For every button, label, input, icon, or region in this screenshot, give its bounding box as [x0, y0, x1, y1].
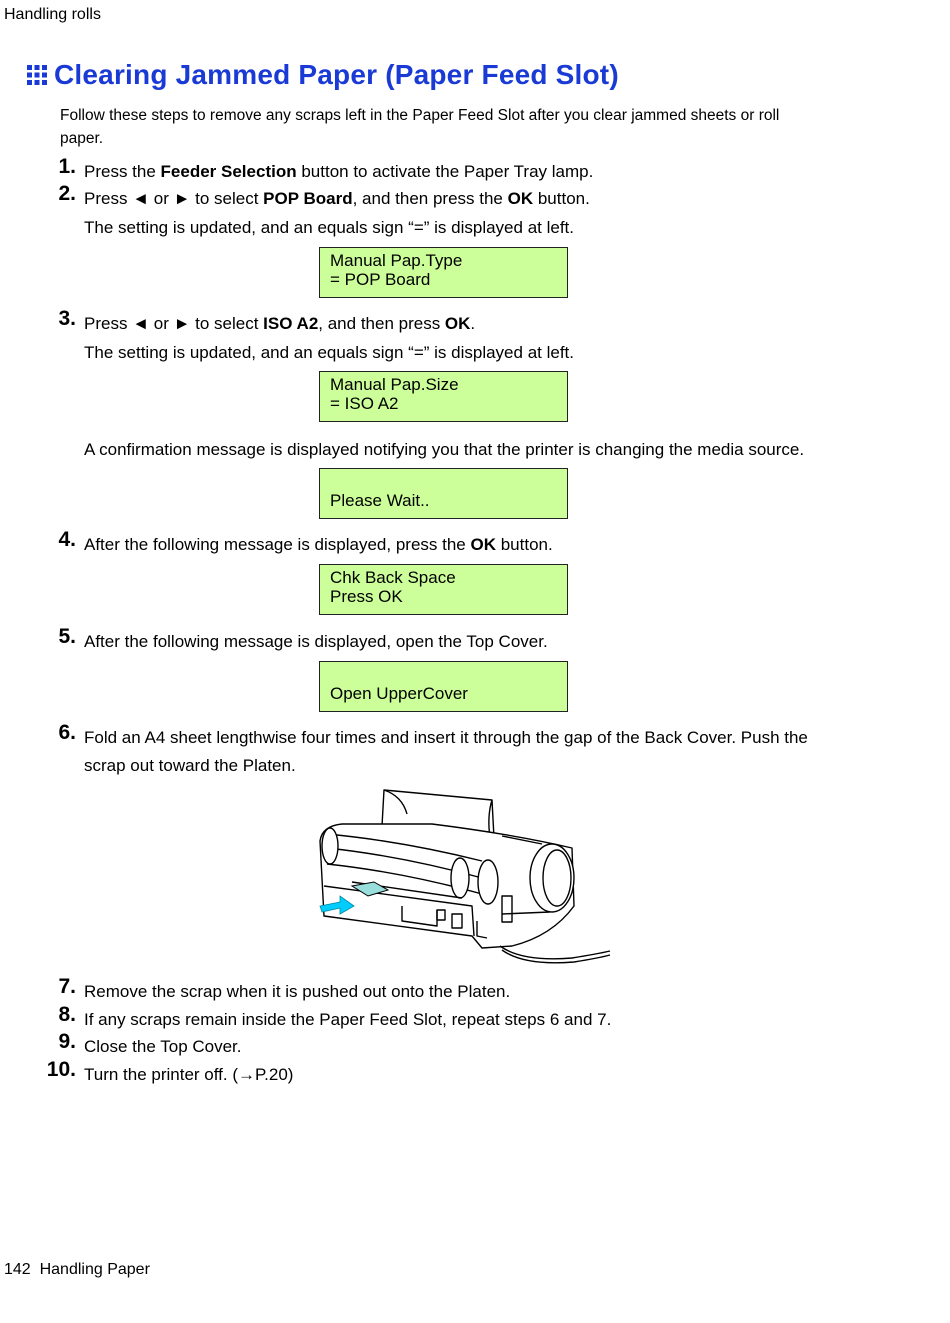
step-text: Press ◄ or ► to select ISO A2, and then press OK. — [84, 314, 476, 333]
step-text: Press the Feeder Selection button to activate the Paper Tray lamp. — [84, 162, 594, 181]
step-note: The setting is updated, and an equals sign “=” is displayed at left. — [84, 343, 574, 362]
running-header: Handling rolls — [4, 6, 101, 23]
step-text: Close the Top Cover. — [84, 1037, 242, 1056]
footer-label: Handling Paper — [39, 1261, 150, 1278]
step-number: 3. — [58, 307, 76, 330]
intro-paragraph: Follow these steps to remove any scraps left in the Paper Feed Slot after you clear jammed sheets or roll paper. — [60, 107, 780, 147]
step-number: 4. — [58, 528, 76, 551]
arrow-keys-icon: ◄ or ► — [132, 189, 191, 208]
step-text: Fold an A4 sheet lengthwise four times and insert it through the gap of the Back Cover. Push the — [84, 728, 808, 747]
step-number: 8. — [58, 1003, 76, 1026]
step-text: Press ◄ or ► to select POP Board, and then press the OK button. — [84, 189, 590, 208]
step-number: 7. — [58, 975, 76, 998]
step-note: The setting is updated, and an equals sign “=” is displayed at left. — [84, 218, 574, 237]
lcd-display-wait: Please Wait.. — [319, 468, 568, 519]
step-number: 5. — [58, 625, 76, 648]
page-footer — [4, 1261, 150, 1279]
lcd-display-size: Manual Pap.Size = ISO A2 — [319, 371, 568, 422]
step-number: 10. — [46, 1058, 76, 1081]
step-text: If any scraps remain inside the Paper Feed Slot, repeat steps 6 and 7. — [84, 1010, 612, 1029]
printer-illustration — [312, 786, 612, 966]
step-text: After the following message is displayed, open the Top Cover. — [84, 632, 548, 651]
step-text: After the following message is displayed, press the OK button. — [84, 535, 553, 554]
page-title — [26, 58, 619, 92]
step-text: Remove the scrap when it is pushed out onto the Platen. — [84, 982, 511, 1001]
page-title-text: Clearing Jammed Paper (Paper Feed Slot) — [54, 59, 619, 90]
step-text-cont: scrap out toward the Platen. — [84, 756, 296, 775]
grid-icon — [26, 64, 48, 86]
step-number: 9. — [58, 1030, 76, 1053]
lcd-display-chk: Chk Back Space Press OK — [319, 564, 568, 615]
step-text[interactable]: Turn the printer off. (→P.20) — [84, 1065, 294, 1084]
lcd-display-open: Open UpperCover — [319, 661, 568, 712]
step-number: 2. — [58, 182, 76, 205]
step-number: 1. — [58, 155, 76, 178]
page-number: 142 — [4, 1261, 31, 1278]
step-number: 6. — [58, 721, 76, 744]
confirmation-text: A confirmation message is displayed notifying you that the printer is changing the media source. — [84, 440, 805, 459]
lcd-display-type: Manual Pap.Type = POP Board — [319, 247, 568, 298]
arrow-keys-icon: ◄ or ► — [132, 314, 191, 333]
